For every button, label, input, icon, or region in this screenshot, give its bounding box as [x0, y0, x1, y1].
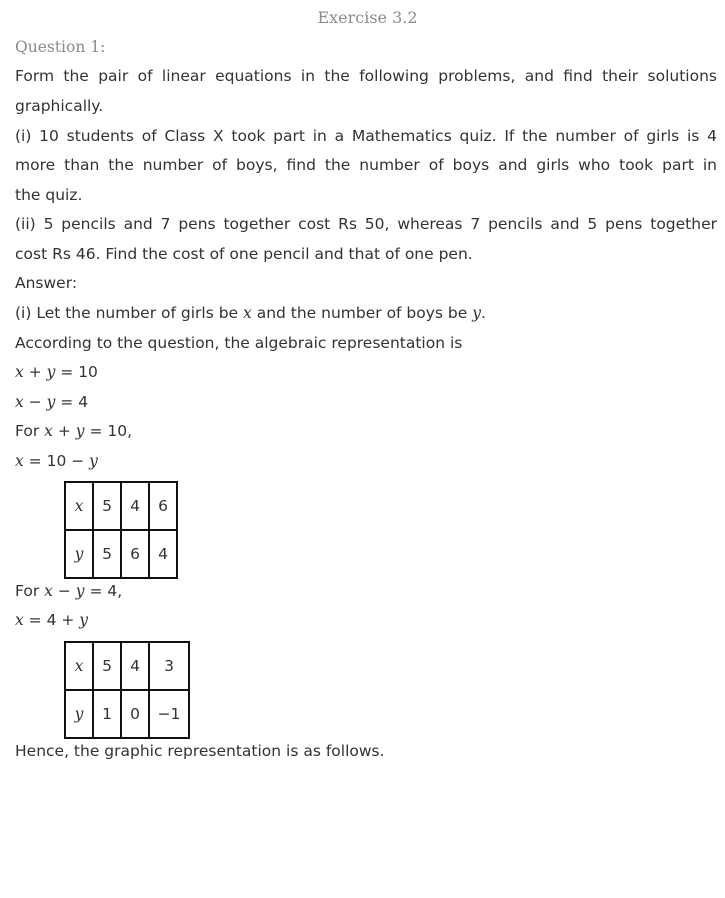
table-cell: x — [65, 482, 93, 530]
table-cell: 5 — [93, 642, 121, 690]
part-ii-line-1: (ii) 5 pencils and 7 pens together cost Rs 50, whereas 7 pencils and 5 pens together — [15, 215, 717, 233]
table-cell: 6 — [121, 530, 149, 578]
question-intro-line-2: graphically. — [15, 97, 104, 115]
hence-statement: Hence, the graphic representation is as follows. — [15, 742, 385, 760]
for-equation-2: For x − y = 4, — [15, 582, 123, 600]
question-intro-line-1: Form the pair of linear equations in the following problems, and find their solutions — [15, 67, 717, 85]
values-table-1 — [64, 481, 178, 579]
table-cell: 5 — [93, 482, 121, 530]
table-cell: y — [65, 530, 93, 578]
table-row — [65, 690, 189, 738]
table-cell: −1 — [149, 690, 189, 738]
table-row — [65, 642, 189, 690]
table-cell: y — [65, 690, 93, 738]
let-statement: (i) Let the number of girls be x and the number of boys be y. — [15, 304, 486, 322]
solution-1: x = 10 − y — [15, 452, 98, 470]
table-cell: 6 — [149, 482, 177, 530]
equation-1: x + y = 10 — [15, 363, 98, 381]
equation-2: x − y = 4 — [15, 393, 89, 411]
table-cell: 4 — [149, 530, 177, 578]
part-i-line-2: more than the number of boys, find the number of boys and girls who took part in — [15, 156, 717, 174]
exercise-title: Exercise 3.2 — [317, 8, 418, 27]
for-equation-1: For x + y = 10, — [15, 422, 133, 440]
part-i-line-1: (i) 10 students of Class X took part in a Mathematics quiz. If the number of girls is 4 — [15, 127, 717, 145]
table-cell: 4 — [121, 482, 149, 530]
part-i-line-3: the quiz. — [15, 186, 83, 204]
table-cell: 4 — [121, 642, 149, 690]
solution-2: x = 4 + y — [15, 611, 89, 629]
part-ii-line-2: cost Rs 46. Find the cost of one pencil and that of one pen. — [15, 245, 473, 263]
table-cell: 5 — [93, 530, 121, 578]
table-cell: 0 — [121, 690, 149, 738]
question-label: Question 1: — [15, 38, 106, 56]
values-table-2 — [64, 641, 190, 739]
answer-label: Answer: — [15, 274, 78, 292]
table-cell: 1 — [93, 690, 121, 738]
table-cell: x — [65, 642, 93, 690]
according-statement: According to the question, the algebraic representation is — [15, 334, 463, 352]
table-row — [65, 530, 177, 578]
table-row — [65, 482, 177, 530]
table-cell: 3 — [149, 642, 189, 690]
